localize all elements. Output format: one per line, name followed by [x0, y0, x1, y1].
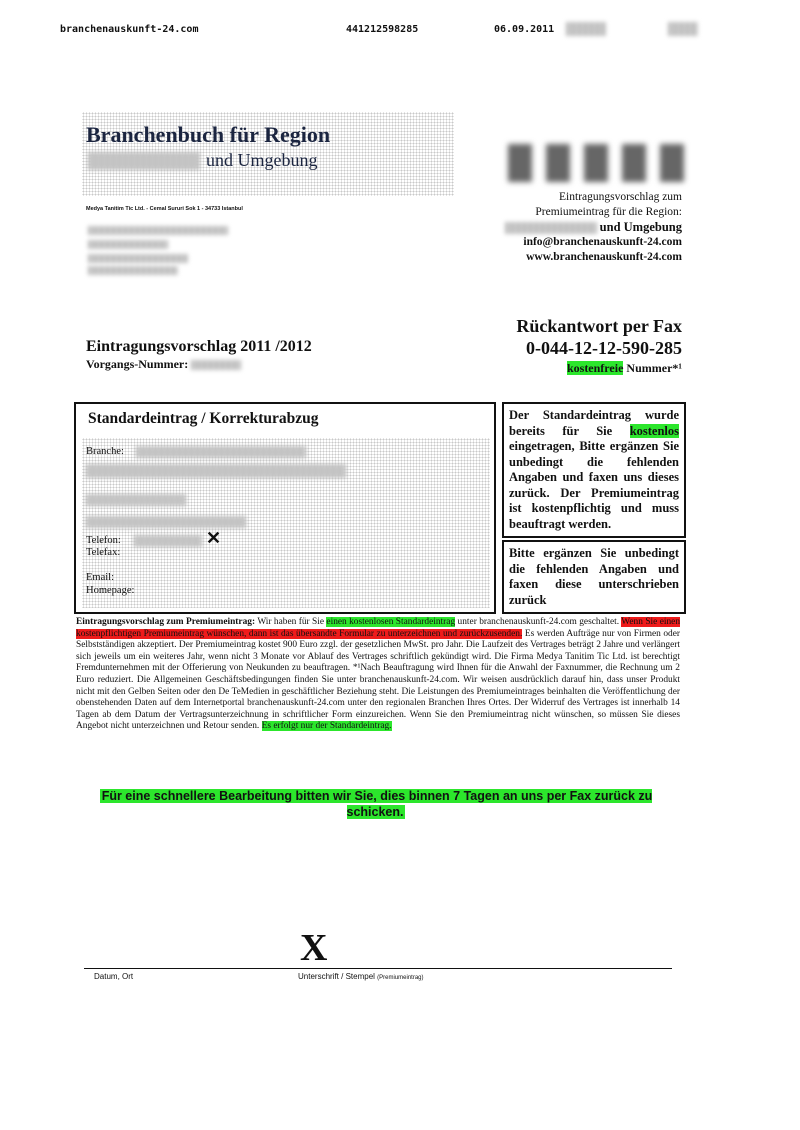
- redacted-address-3: [88, 254, 188, 263]
- signature-label: [298, 972, 424, 981]
- signature-label-main: Unterschrift / Stempel: [298, 972, 375, 981]
- proposal-ref-label: Vorgangs-Nummer:: [86, 357, 189, 371]
- side-box-info-p1: Der Standardeintrag wurde bereits für Sie: [509, 408, 679, 438]
- redacted-company-name[interactable]: [86, 464, 346, 478]
- fax-header-site: branchenauskunft-24.com: [60, 24, 199, 35]
- terms-lead: Eintragungsvorschlag zum Premiumeintrag:: [76, 617, 256, 627]
- fax-header-number: 441212598285: [346, 24, 419, 35]
- terms-t2: unter branchenauskunft-24.com geschaltet.: [457, 617, 620, 627]
- fax-reply-free: [567, 361, 682, 376]
- terms-paragraph: [76, 617, 680, 733]
- terms-highlight-standard: Es erfolgt nur der Standardeintrag.: [261, 721, 392, 732]
- entry-box-title: Standardeintrag / Korrekturabzug: [88, 410, 319, 427]
- telefax-label: Telefax:: [86, 547, 121, 558]
- signature-mark: X: [300, 927, 328, 969]
- fax-reply-free-suffix: Nummer*¹: [626, 361, 682, 375]
- cta-highlight: Für eine schnellere Bearbeitung bitten wir Sie, dies binnen 7 Tagen an uns per Fax zurück zu schicken.: [101, 789, 653, 819]
- signature-line: [84, 968, 672, 969]
- branche-label: Branche:: [86, 446, 124, 457]
- logo-title: Branchenbuch für Region: [86, 122, 331, 147]
- right-info-line2: Premiumeintrag für die Region:: [535, 206, 682, 218]
- email-label: Email:: [86, 572, 114, 583]
- redacted-ref-number: [191, 360, 241, 370]
- redacted-street[interactable]: [86, 494, 186, 506]
- right-info-web: www.branchenauskunft-24.com: [526, 251, 682, 263]
- proposal-ref: [86, 357, 241, 372]
- right-info-line3: [422, 220, 682, 235]
- terms-highlight-warning: Wenn Sie einen kostenpflichtigen Premiumeintrag wünschen, dann ist das übersandte Formular zu unterzeichnen und zurückzusenden.: [76, 617, 681, 639]
- side-box-info: [502, 402, 686, 538]
- entry-box: [74, 402, 496, 614]
- date-place-label: Datum, Ort: [94, 972, 134, 981]
- side-box-instruction-text: Bitte ergänzen Sie unbedingt die fehlenden Angaben und faxen diese unterschrieben zurück: [509, 546, 679, 607]
- cta-text: [86, 788, 666, 820]
- telefon-label: Telefon:: [86, 535, 121, 546]
- signature-label-suffix: (Premiumeintrag): [377, 975, 424, 981]
- right-info-line1: Eintragungsvorschlag zum: [559, 191, 682, 203]
- logo-subtitle: und Umgebung: [206, 150, 318, 170]
- side-box-info-highlight: kostenlos: [629, 423, 680, 438]
- fax-header-date: 06.09.2011: [494, 24, 555, 35]
- redacted-city[interactable]: [86, 516, 246, 528]
- fax-reply-number: 0-044-12-12-590-285: [526, 338, 682, 358]
- side-box-info-text: [509, 408, 679, 532]
- fax-reply-title: Rückantwort per Fax: [516, 316, 682, 336]
- redacted-region: [88, 152, 200, 170]
- entry-box-fields: [82, 438, 490, 608]
- redacted-header-2: [668, 22, 698, 36]
- telefon-cross-mark: ✕: [206, 528, 222, 548]
- terms-highlight-free: einen kostenlosen Standardeintrag: [326, 617, 456, 627]
- redacted-region-right: [505, 222, 597, 234]
- side-box-instruction: [502, 540, 686, 614]
- fax-reply-free-highlight: kostenfreie: [566, 361, 624, 375]
- side-box-info-p2: eingetragen, Bitte ergänzen Sie unbedingt die fehlenden Angaben und faxen uns dieses zurück. Der Premiumeintrag ist kostenpflichtig und muss beauftragt werden.: [509, 439, 679, 531]
- redacted-address-2: [88, 240, 168, 249]
- right-logo: [508, 140, 684, 186]
- terms-t1: Wir haben für Sie: [257, 617, 325, 627]
- sender-line: Medya Tanitim Tic Ltd. - Cemal Sururi Sok 1 - 34733 Istanbul: [86, 206, 243, 212]
- terms-t3: Es werden Aufträge nur von Firmen oder Selbstständigen akzeptiert. Der Premiumeintrag kostet 900 Euro zzgl. der gesetzlichen MwSt. pro Jahr. Die Laufzeit des Vertrages beträgt 2 Jahre und verlängert sich jeweils um ein weiteres Jahr, wenn nicht 3 Monate vor Ablauf des Vertrages schriftlich gekündigt wird. Die Firma Medya Tanitim Tic Ltd. ist berechtigt Fremdunternehmen mit der Offerierung von Neukunden zu beauftragen. *¹Nach Beauftragung wird Ihnen für die Anwahl der Faxnummer, die Rechnung um 2 Euro reduziert. Die Allgemeinen Geschäftsbedingungen finden Sie unter branchenauskunft-24.com. Wir weisen ausdrücklich darauf hin, dass unser Produkt nicht mit den Gelben Seiten oder den De TeMedien in geschäftlicher Beziehung steht. Die Leistungen des Premiumeintrages beinhalten die Veröffentlichung der obenstehenden Daten auf dem Internetportal branchenauskunft-24.com unter den regionalen Branchen Ihres Ortes. Der Widerruf des Vertrages ist innerhalb 14 Tagen ab dem Datum der Vertragsunterzeichnung in schriftlicher Form einzureichen. Wenn Sie den Premiumeintrag nicht wünschen, so müssen Sie dieses Angebot nicht unterzeichnen und Retour senden.: [76, 628, 681, 732]
- right-info-email: info@branchenauskunft-24.com: [523, 236, 682, 248]
- redacted-header: [566, 22, 606, 36]
- proposal-title: Eintragungsvorschlag 2011 /2012: [86, 338, 312, 355]
- right-info: [422, 190, 682, 265]
- logo-block: [82, 112, 454, 196]
- homepage-label: Homepage:: [86, 585, 135, 596]
- redacted-branche[interactable]: [136, 446, 306, 458]
- right-info-region-suffix: und Umgebung: [599, 220, 682, 234]
- redacted-address-4: [88, 266, 178, 275]
- redacted-address-1: [88, 226, 228, 235]
- redacted-telefon[interactable]: [134, 535, 202, 547]
